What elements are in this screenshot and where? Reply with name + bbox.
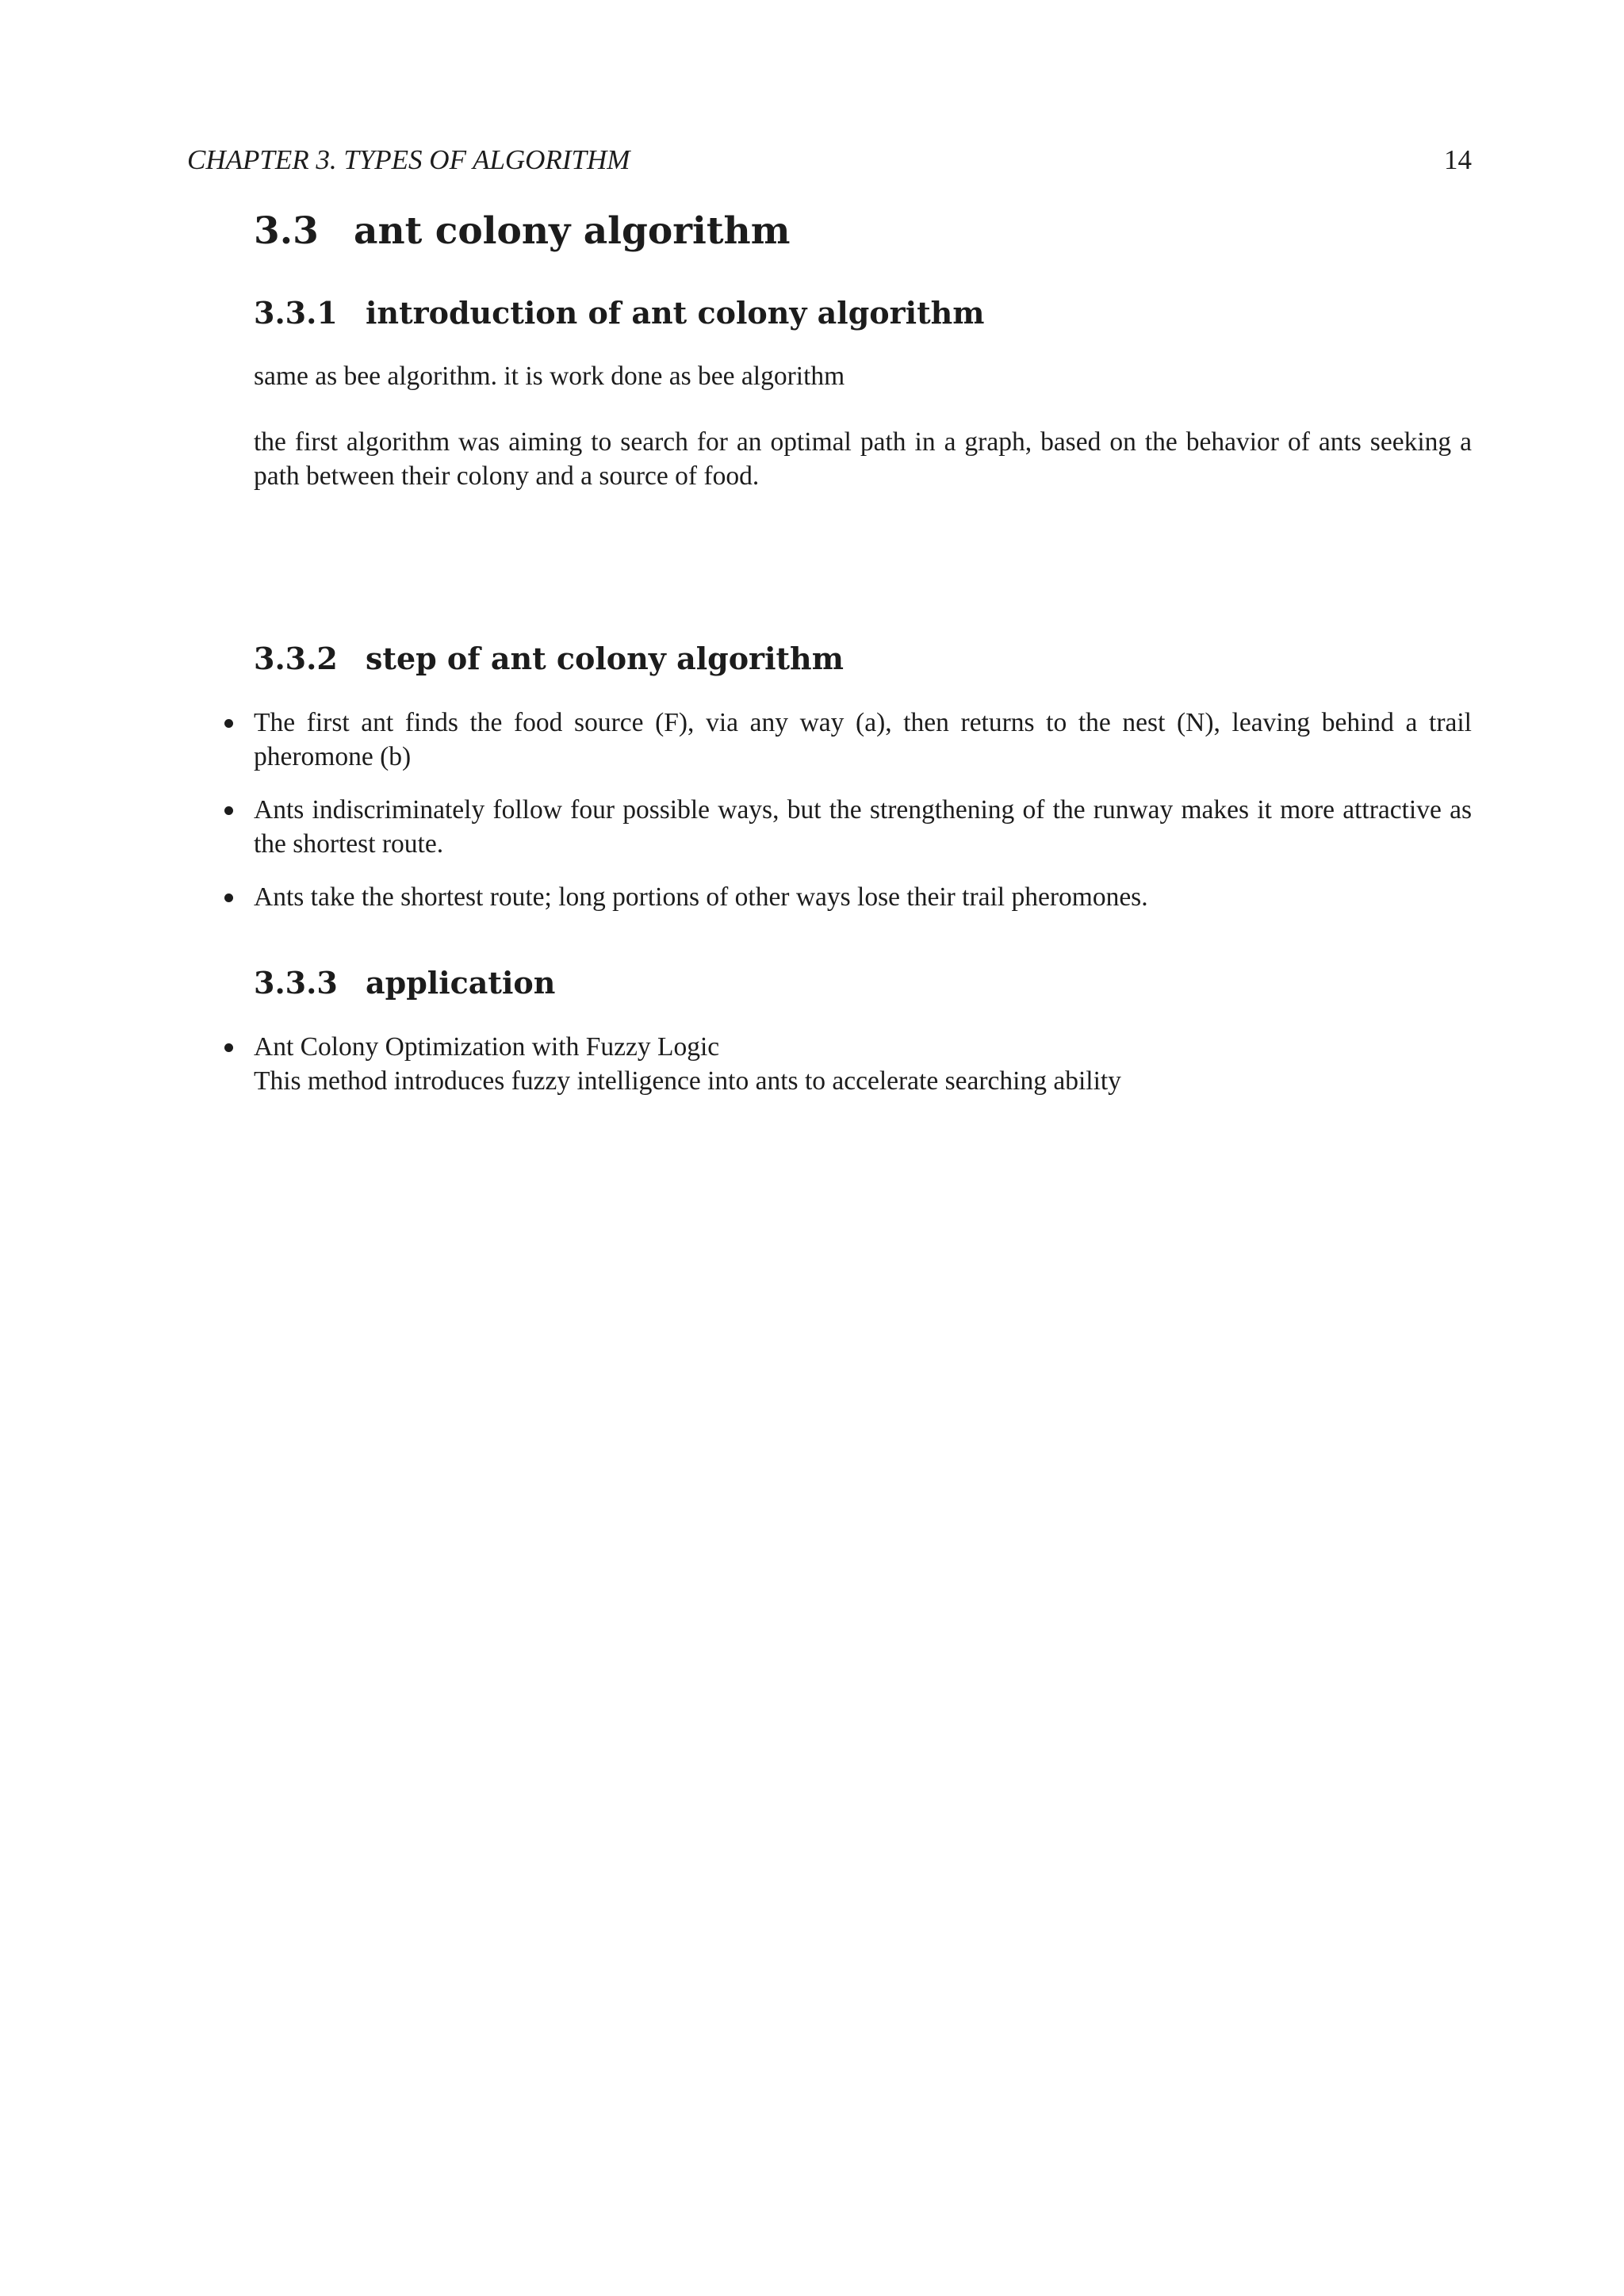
section-heading: [254, 209, 790, 253]
subsection-title: step of ant colony algorithm: [366, 641, 844, 676]
application-bullet-item: [254, 1030, 1472, 1098]
application-title: Ant Colony Optimization with Fuzzy Logic: [254, 1032, 720, 1062]
application-description: This method introduces fuzzy intelligence into ants to accelerate searching ability: [254, 1066, 1121, 1096]
step-bullet-item: [254, 880, 1472, 914]
subsection-heading-steps: [254, 641, 844, 676]
chapter-title: CHAPTER 3. TYPES OF ALGORITHM: [187, 144, 630, 175]
step-bullet-item: [254, 793, 1472, 861]
intro-paragraph-2: the first algorithm was aiming to search for an optimal path in a graph, based on the behavior of ants seeking a path between their colony and a source of food.: [254, 427, 1472, 491]
subsection-number: 3.3.2: [254, 641, 338, 676]
subsection-title: introduction of ant colony algorithm: [366, 295, 985, 331]
section-title: ant colony algorithm: [354, 209, 791, 253]
step-text: Ants take the shortest route; long portions of other ways lose their trail pheromones.: [254, 882, 1148, 912]
section-number: 3.3: [254, 209, 319, 253]
step-text: Ants indiscriminately follow four possible ways, but the strengthening of the runway makes it more attractive as the shortest route.: [254, 795, 1472, 859]
bullet-dot: [224, 1043, 233, 1052]
subsection-title: application: [366, 965, 556, 1001]
bullet-dot: [224, 806, 233, 815]
bullet-dot: [224, 894, 233, 902]
bullet-dot: [224, 719, 233, 728]
step-text: The first ant finds the food source (F), via any way (a), then returns to the nest (N), leaving behind a trail pheromone (b): [254, 708, 1472, 771]
subsection-number: 3.3.3: [254, 965, 338, 1001]
intro-paragraph-1: same as bee algorithm. it is work done as bee algorithm: [254, 362, 845, 391]
subsection-number: 3.3.1: [254, 295, 338, 331]
step-bullet-item: [254, 706, 1472, 774]
subsection-heading-application: [254, 965, 555, 1001]
subsection-heading-intro: [254, 295, 984, 331]
page-number: 14: [1444, 144, 1472, 175]
running-header: [187, 144, 1472, 184]
